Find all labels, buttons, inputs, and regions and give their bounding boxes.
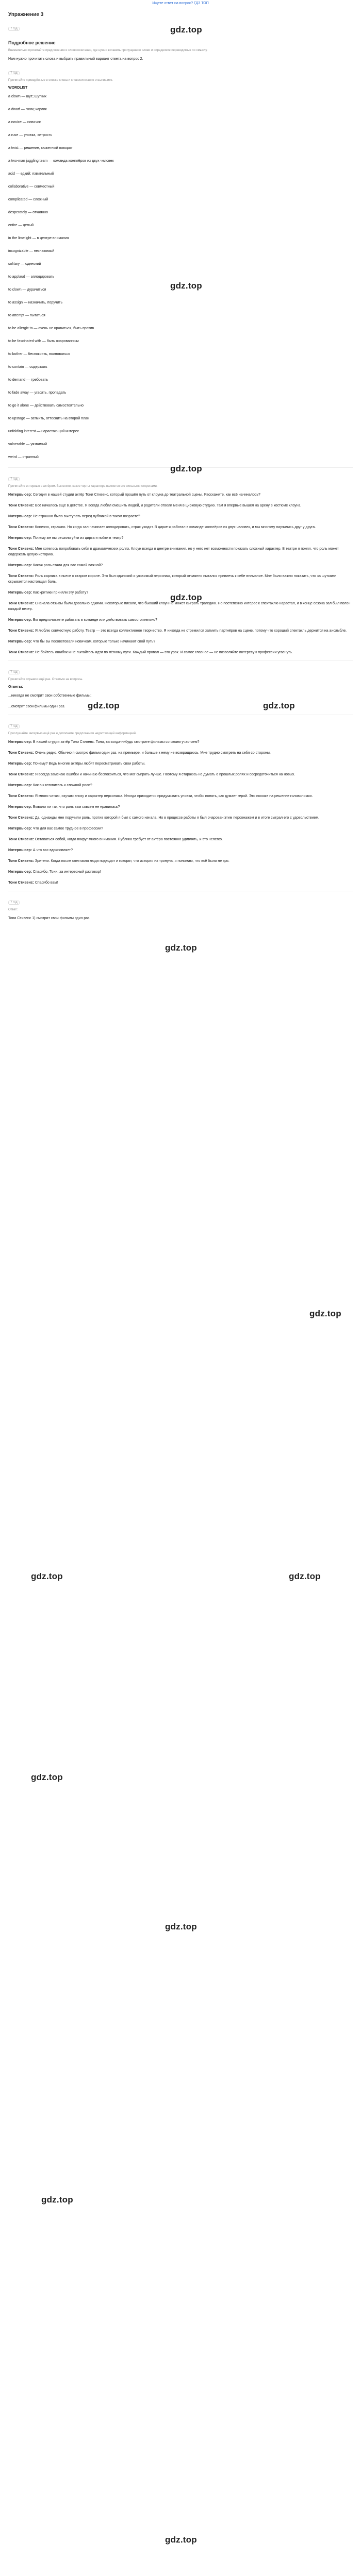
wordlist-item: to contain — содержать [8,365,47,369]
answers-list [8,693,353,709]
wordlist-item: acid — едкий; язвительный [8,172,54,176]
speaker-name: Тони Стивенс: [8,751,35,755]
tag-badge: 7 год [8,670,20,674]
watermark: gdz.top [41,2195,73,2205]
wordlist-item: to applaud — аплодировать [8,275,55,279]
speaker-text: Бывало ли так, что роль вам совсем не нравилась? [32,805,120,809]
interview-line [8,761,353,767]
speaker-text: Что бы вы посоветовали новичкам, которые только начинают свой путь? [32,640,156,643]
speaker-name: Тони Стивенс: [8,504,35,507]
wordlist-item: vulnerable — уязвимый [8,443,47,446]
interview-line [8,869,353,875]
interview-line [8,535,353,541]
speaker-text: Сначала отзывы были довольно едкими. Некоторые писали, что бывший клоун не может сыграть трагедию. Но постепенно интерес к спектаклю нарастал, и в конце сезона зал был полон каждый вечер. [8,602,351,611]
speaker-name: Тони Стивенс: [8,629,35,633]
speaker-name: Интервьюер: [8,849,33,852]
wordlist-item: to fade away — угасать, пропадать [8,391,67,395]
wordlist-item: a novice — новичок [8,121,41,124]
speaker-text: Не бойтесь ошибок и не пытайтесь идти по лёгкому пути. Каждый провал — это урок. И самое главное — не позволяйте интересу к профессии угаснуть. [35,651,293,654]
watermark: gdz.top [263,701,295,710]
speaker-name: Интервьюер: [8,564,33,567]
wordlist-item: to upstage — затмить, оттеснить на второй план [8,417,89,420]
interview-line [8,848,353,853]
answer-item: ...смотрит свои фильмы один раз. [8,705,65,708]
interview-line [8,793,353,799]
instruction-note: Ответ: [8,908,18,911]
tag-badge: 7 год [8,724,20,728]
speaker-name: Интервьюер: [8,805,33,809]
speaker-name: Тони Стивенс: [8,602,35,605]
speaker-text: Я люблю совместную работу. Театр — это всегда коллективное творчество. Я никогда не стремился затмить партнёров на сцене, потому что хороший спектакль держится на ансамбле. [35,629,347,633]
speaker-text: Я всегда замечаю ошибки и начинаю беспокоиться, что мог сыграть лучше. Поэтому я стараюсь не думать о прошлых ролях и сосредоточиться на новых. [35,773,296,776]
wordlist-item: to be allergic to — очень не нравиться, быть против [8,327,94,330]
instruction-note: Прочитайте отрывок ещё раз. Ответьте на вопросы. [8,678,84,681]
speaker-name: Интервьюер: [8,591,33,595]
wordlist-item: entire — целый [8,224,34,227]
wordlist-item: a clown — шут; шутник [8,95,46,98]
final-answer: Тони Стивенс 1) смотрит свои фильмы один раз. [8,917,91,920]
watermark: gdz.top [289,1571,321,1581]
divider [8,660,353,661]
top-link[interactable]: Ищете ответ на вопрос? ГДЗ ТОП [152,2,209,5]
answer-item: ...никогда не смотрит свои собственные фильмы; [8,694,92,698]
wordlist-item: to clown — дурачиться [8,288,46,292]
watermark: gdz.top [31,1571,63,1581]
speaker-text: Я много читаю, изучаю эпоху и характер персонажа. Иногда приходится придумывать уловки, чтобы понять, как думает герой. Это похоже на решение головоломки. [35,794,313,798]
interview-line [8,563,353,568]
wordlist-item: to attempt — пытаться [8,314,45,317]
speaker-text: Почему же вы решили уйти из цирка и пойти в театр? [32,536,124,540]
wordlist-item: complicated — сложный [8,198,48,201]
interview-line [8,492,353,498]
interview-line [8,783,353,788]
interview-line [8,524,353,530]
speaker-name: Тони Стивенс: [8,838,35,841]
wordlist-item: to go it alone — действовать самостоятельно [8,404,84,408]
wordlist-item: unfolding interest — нарастающий интерес [8,430,79,433]
interview-line [8,804,353,810]
speaker-text: Какая роль стала для вас самой важной? [32,564,103,567]
speaker-name: Интервьюер: [8,870,33,874]
interview-line [8,514,353,519]
speaker-name: Тони Стивенс: [8,547,35,551]
watermark: gdz.top [309,1309,341,1318]
speaker-name: Интервьюер: [8,536,33,540]
page-title: Упражнение 3 [8,12,44,18]
speaker-text: Конечно, страшно. Но когда зал начинает аплодировать, страх уходит. В цирке я работал в команде жонглёров из двух человек, и мы многому научились друг у друга. [35,526,316,529]
wordlist-item: to be fascinated with — быть очарованным [8,340,79,343]
speaker-name: Тони Стивенс: [8,794,35,798]
speaker-text: Как критики приняли эту работу? [32,591,89,595]
speaker-text: Очень редко. Обычно я смотрю фильм один раз, на премьере, и больше к нему не возвращаюсь. Мне трудно смотреть на себя со стороны. [35,751,271,755]
interview-line [8,617,353,623]
interview-line [8,628,353,634]
speaker-name: Интервьюер: [8,640,33,643]
speaker-name: Интервьюер: [8,493,33,497]
tag-badge: 7 год [8,901,20,905]
wordlist-item: to bother — беспокоить, волноваться [8,352,70,356]
wordlist-item: in the limelight — в центре внимания [8,236,69,240]
watermark: gdz.top [170,281,202,291]
tag-badge: 7 год [8,27,20,31]
interview-line [8,739,353,745]
watermark: gdz.top [170,25,202,35]
speaker-name: Интервьюер: [8,827,33,831]
watermark: gdz.top [165,1922,197,1931]
wordlist-item: a ruse — уловка, хитрость [8,133,53,137]
intro-paragraph: Нам нужно прочитать слова и выбрать правильный вариант ответа на вопрос 2. [8,57,143,61]
speaker-text: Сегодня в нашей студии актёр Тони Стивенс, который прошёл путь от клоуна до театральной сцены. Расскажите, как всё начиналось? [32,493,260,497]
watermark: gdz.top [31,1772,63,1782]
interview-line [8,815,353,821]
speaker-text: Всё началось ещё в детстве. Я всегда любил смешить людей, и родители отвели меня в цирковую студию. Там я впервые вышел на арену в костюме клоуна. [35,504,302,507]
interview-line [8,650,353,655]
interview-line [8,837,353,842]
watermark: gdz.top [165,943,197,953]
speaker-name: Интервьюер: [8,515,33,518]
speaker-name: Интервьюер: [8,618,33,622]
speaker-text: В нашей студии актёр Тони Стивенс. Тони, вы когда-нибудь смотрите фильмы со своим участием? [32,740,200,744]
wordlist-item: collaborative — совместный [8,185,55,189]
speaker-name: Интервьюер: [8,740,33,744]
speaker-text: Что для вас самое трудное в профессии? [32,827,103,831]
instruction-note: Внимательно прочитайте предложения и словосочетания, где нужно вставить пропущенное слово и определите переводимые по смыслу. [8,49,208,52]
speaker-text: Роль карлика в пьесе о старом короле. Это был одинокий и уязвимый персонаж, который отчаянно пытался привлечь к себе внимание. Мне было важно показать, что за шутками скрывается настоящая боль. [8,574,336,584]
speaker-name: Тони Стивенс: [8,651,35,654]
speaker-name: Тони Стивенс: [8,859,35,863]
instruction-note: Прослушайте интервью ещё раз и дополните предложения недостающей информацией. [8,732,137,735]
speaker-text: Да, однажды мне поручили роль, против которой я был с самого начала. Но в процессе работы я был очарован этим персонажем и в итоге сыграл его с удовольствием. [35,816,319,820]
watermark: gdz.top [165,2535,197,2545]
wordlist-item: a two-man juggling team — команда жонглёров из двух человек [8,159,114,163]
instruction-note: Прочитайте интервью с актёром. Выясните, какие черты характера являются его сильными сторонами. [8,485,158,488]
speaker-text: Спасибо вам! [35,881,58,885]
interview-line [8,503,353,509]
interview-line [8,573,353,585]
interview-section [8,492,353,655]
speaker-name: Тони Стивенс: [8,773,35,776]
wordlist-item: incognizable — незнакомый [8,249,55,253]
wordlist [8,94,353,460]
wordlist-item: a dwarf — гном; карлик [8,108,47,111]
watermark: gdz.top [170,464,202,473]
speaker-text: Не страшно было выступать перед публикой в таком возрасте? [32,515,140,518]
speaker-name: Тони Стивенс: [8,881,35,885]
interview-line [8,639,353,645]
wordlist-item: to assign — назначить, поручить [8,301,63,304]
speaker-text: Зрители. Когда после спектакля люди подходят и говорят, что история их тронула, я понимаю, что всё было не зря. [35,859,229,863]
wordlist-label: WORDLIST [8,86,28,90]
tag-badge: 7 год [8,477,20,481]
speaker-name: Тони Стивенс: [8,574,35,578]
wordlist-item: desperately — отчаянно [8,211,48,214]
speaker-text: Как вы готовитесь к сложной роли? [32,784,92,787]
speaker-text: Мне хотелось попробовать себя в драматических ролях. Клоун всегда в центре внимания, но у него нет возможности показать сложный характер. В театре я понял, что роль может содержать целую историю. [8,547,339,556]
interview-line [8,546,353,557]
speaker-text: Оставаться собой, когда вокруг много внимания. Публика требует от актёра постоянно удивлять, и это нелегко. [35,838,223,841]
speaker-name: Интервьюер: [8,784,33,787]
speaker-name: Тони Стивенс: [8,526,35,529]
speaker-name: Интервьюер: [8,762,33,766]
instruction-note: Прочитайте приведённые в списке слова и словосочетания и выпишите. [8,79,113,82]
tag-badge: 7 год [8,71,20,75]
wordlist-item: solitary — одинокий [8,262,41,266]
wordlist-item: to demand — требовать [8,378,48,382]
wordlist-item: a twist — решение, сюжетный поворот [8,146,73,150]
interview-line [8,750,353,756]
interview-line [8,772,353,777]
interview-line [8,858,353,864]
watermark: gdz.top [170,592,202,602]
section-title: Подробное решение [8,40,56,45]
interview-section [8,739,353,886]
interview-line [8,826,353,832]
speaker-text: Спасибо, Тони, за интересный разговор! [32,870,101,874]
speaker-name: Тони Стивенс: [8,816,35,820]
speaker-text: А что вас вдохновляет? [32,849,73,852]
speaker-text: Почему? Ведь многие актёры любят пересматривать свои работы. [32,762,145,766]
interview-line [8,880,353,886]
wordlist-item: weird — странный [8,455,39,459]
answers-label: Ответы: [8,685,23,689]
watermark: gdz.top [88,701,120,710]
speaker-text: Вы предпочитаете работать в команде или действовать самостоятельно? [32,618,157,622]
